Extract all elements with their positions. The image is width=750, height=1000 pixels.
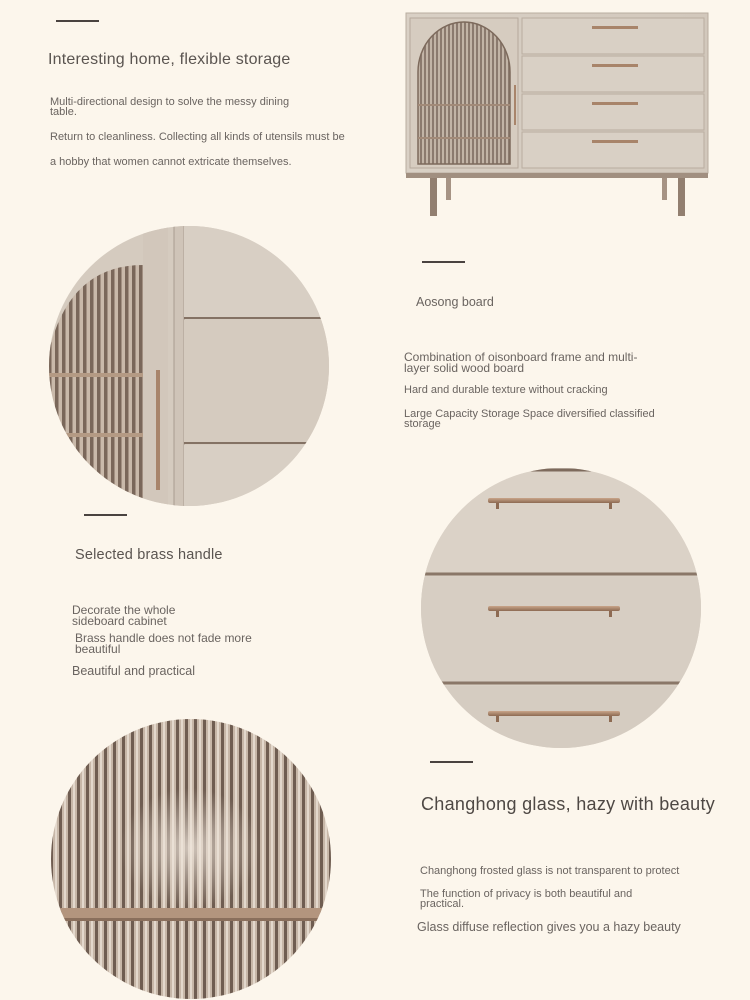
- feature-text: Large Capacity Storage Space diversified classified storage: [404, 408, 655, 430]
- feature-text: Beautiful and practical: [72, 664, 195, 678]
- feature-text: The function of privacy is both beautiful and practical.: [420, 888, 633, 910]
- brass-handle-closeup-image: [420, 467, 702, 749]
- fluted-glass-closeup-image: [50, 718, 332, 1000]
- feature-text: Return to cleanliness. Collecting all kinds of utensils must be: [50, 131, 345, 143]
- section-divider: [430, 761, 473, 763]
- section-heading-board: Aosong board: [416, 295, 494, 309]
- feature-text: Brass handle does not fade more beautiful: [75, 631, 252, 656]
- feature-text: Glass diffuse reflection gives you a hazy beauty: [417, 920, 681, 934]
- section-divider: [56, 20, 99, 22]
- feature-text: Decorate the whole sideboard cabinet: [72, 603, 176, 628]
- section-divider: [84, 514, 127, 516]
- section-heading-storage: Interesting home, flexible storage: [48, 51, 291, 68]
- feature-text: Combination of oisonboard frame and multi-layer solid wood board: [404, 350, 638, 375]
- section-heading-glass: Changhong glass, hazy with beauty: [421, 794, 716, 814]
- feature-text: Multi-directional design to solve the messy dining table.: [50, 96, 290, 118]
- section-divider: [422, 261, 465, 263]
- door-closeup-image: [48, 225, 330, 507]
- feature-text: Changhong frosted glass is not transparent to protect: [420, 865, 680, 877]
- section-heading-handle: Selected brass handle: [75, 547, 223, 563]
- sideboard-product-image: [400, 10, 716, 218]
- feature-text: a hobby that women cannot extricate themselves.: [50, 156, 292, 168]
- feature-text: Hard and durable texture without cracking: [404, 384, 608, 396]
